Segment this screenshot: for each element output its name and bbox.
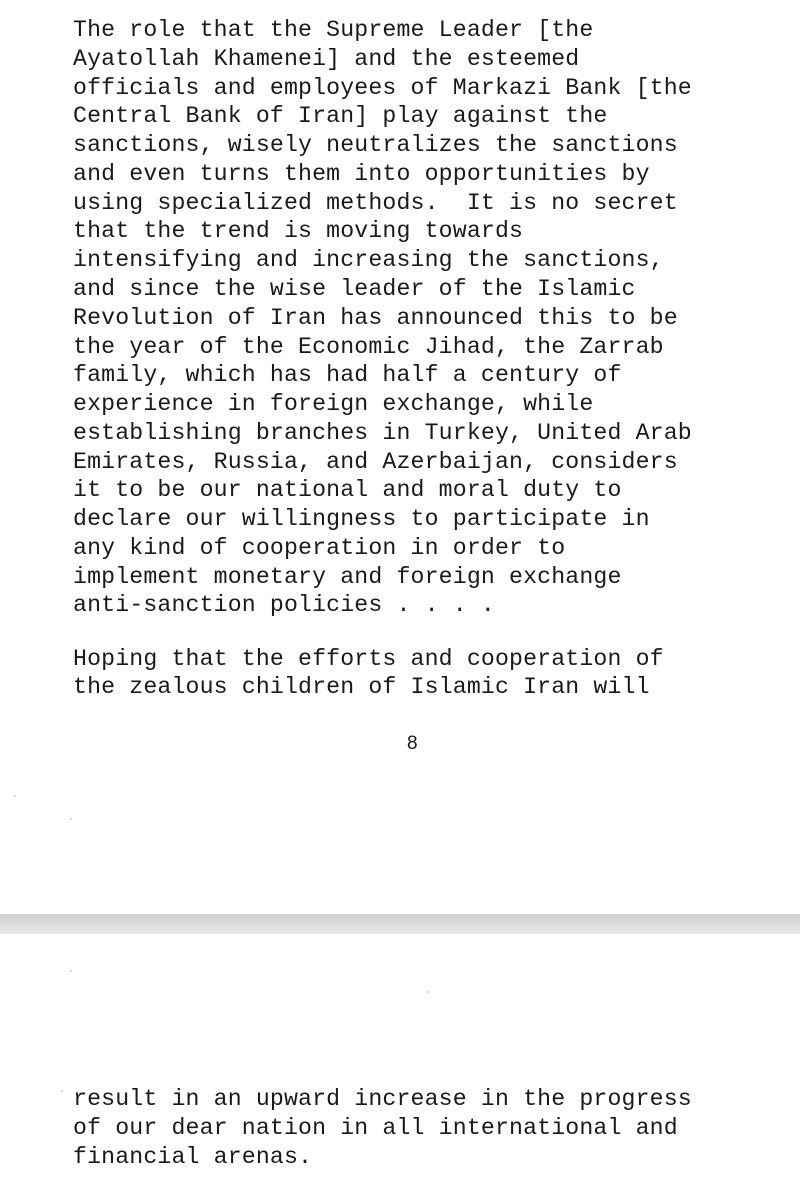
text-line: The role that the Supreme Leader [the bbox=[73, 17, 594, 43]
text-line: the zealous children of Islamic Iran will bbox=[73, 674, 650, 700]
text-line: using specialized methods. It is no secret bbox=[73, 190, 678, 216]
text-line: officials and employees of Markazi Bank [the bbox=[73, 75, 692, 101]
text-line: that the trend is moving towards bbox=[73, 218, 524, 244]
text-line: it to be our national and moral duty to bbox=[73, 477, 622, 503]
text-line: Emirates, Russia, and Azerbaijan, considers bbox=[73, 449, 678, 475]
text-line: of our dear nation in all international and bbox=[73, 1115, 678, 1141]
text-line: anti-sanction policies . . . . bbox=[73, 592, 495, 618]
text-line: establishing branches in Turkey, United Arab bbox=[73, 420, 692, 446]
text-line: Ayatollah Khamenei] and the esteemed bbox=[73, 46, 580, 72]
page-number: 8 bbox=[407, 733, 418, 754]
page-divider bbox=[0, 914, 800, 934]
text-line: family, which has had half a century of bbox=[73, 362, 622, 388]
text-line: sanctions, wisely neutralizes the sanctions bbox=[73, 132, 678, 158]
text-line: and even turns them into opportunities by bbox=[73, 161, 650, 187]
text-line: experience in foreign exchange, while bbox=[73, 391, 594, 417]
scan-speck bbox=[70, 818, 72, 820]
scan-speck bbox=[14, 795, 16, 797]
text-line: result in an upward increase in the progress bbox=[73, 1086, 692, 1112]
text-line: and since the wise leader of the Islamic bbox=[73, 276, 636, 302]
scan-speck bbox=[70, 970, 72, 972]
text-line: the year of the Economic Jihad, the Zarrab bbox=[73, 334, 664, 360]
text-line: financial arenas. bbox=[73, 1144, 313, 1170]
text-line: declare our willingness to participate in bbox=[73, 506, 650, 532]
text-line: any kind of cooperation in order to bbox=[73, 535, 566, 561]
text-line: Central Bank of Iran] play against the bbox=[73, 103, 608, 129]
text-line: intensifying and increasing the sanctions, bbox=[73, 247, 664, 273]
text-line: Revolution of Iran has announced this to be bbox=[73, 305, 678, 331]
text-line: implement monetary and foreign exchange bbox=[73, 564, 622, 590]
scan-speck bbox=[427, 991, 429, 993]
text-line: Hoping that the efforts and cooperation of bbox=[73, 646, 664, 672]
document-page-9 bbox=[0, 934, 800, 1180]
scan-speck bbox=[61, 1090, 63, 1092]
